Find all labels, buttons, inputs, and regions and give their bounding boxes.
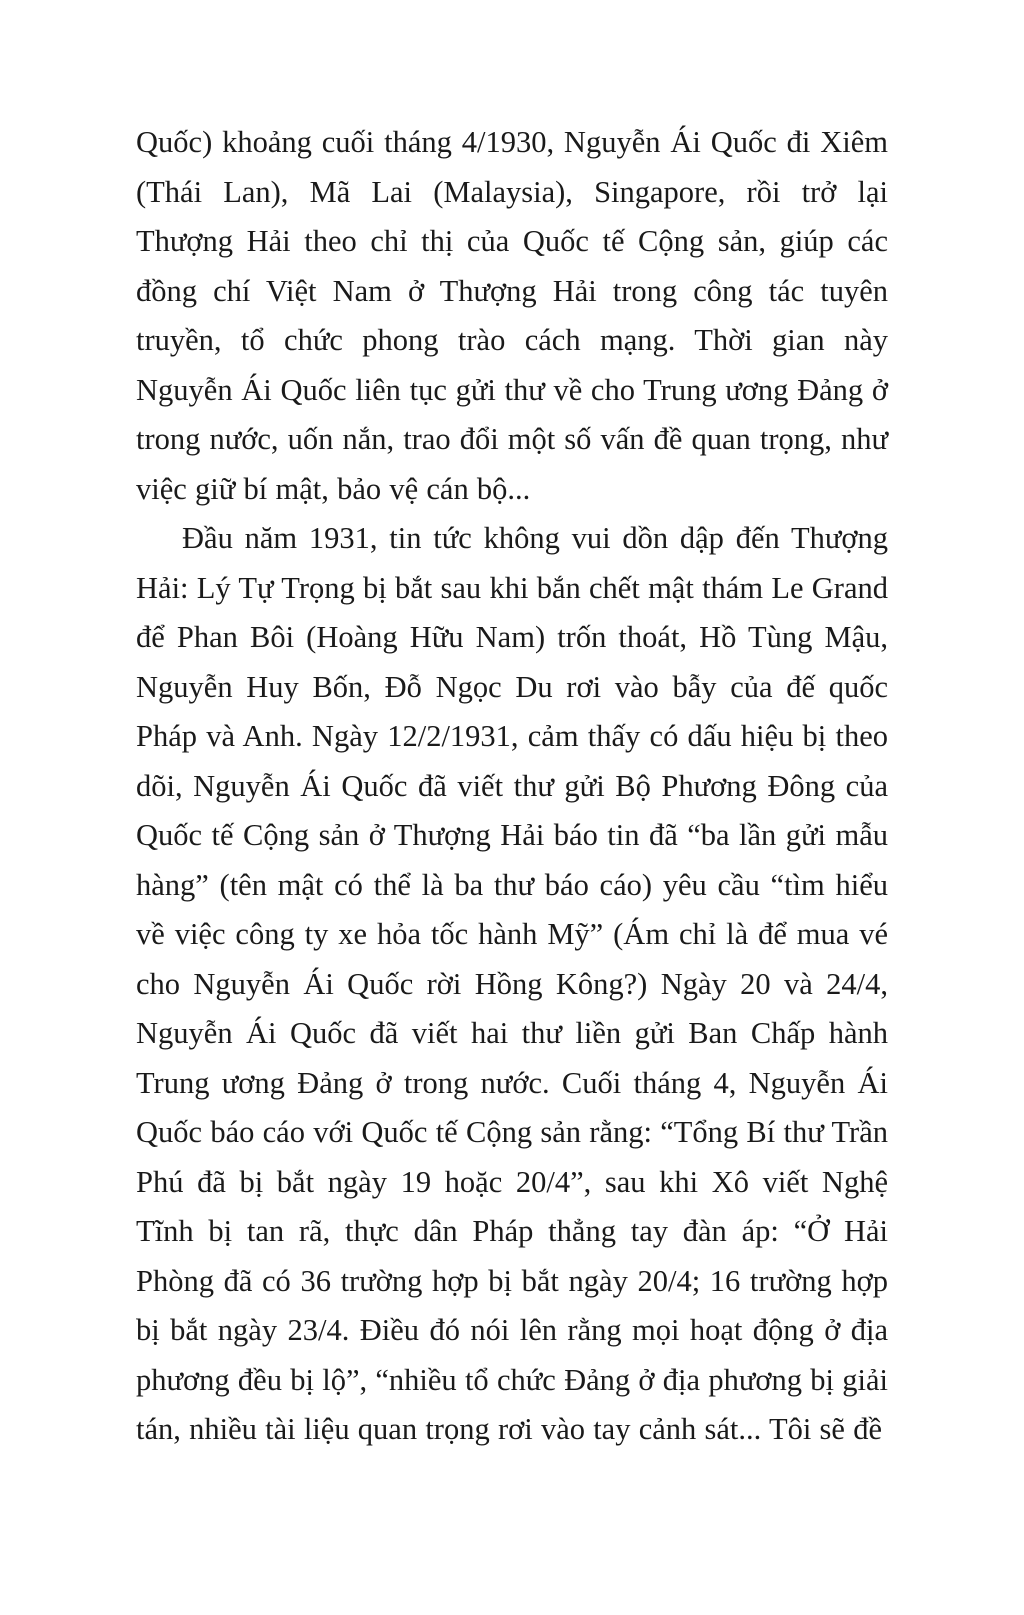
page-text-column (136, 118, 888, 1455)
paragraph-1: Quốc) khoảng cuối tháng 4/1930, Nguyễn Ái Quốc đi Xiêm (Thái Lan), Mã Lai (Malaysia), Singapore, rồi trở lại Thượng Hải theo chỉ thị của Quốc tế Cộng sản, giúp các đồng chí Việt Nam ở Thượng Hải trong công tác tuyên truyền, tổ chức phong trào cách mạng. Thời gian này Nguyễn Ái Quốc liên tục gửi thư về cho Trung ương Đảng ở trong nước, uốn nắn, trao đổi một số vấn đề quan trọng, như việc giữ bí mật, bảo vệ cán bộ... (136, 125, 888, 506)
paragraph-2: Đầu năm 1931, tin tức không vui dồn dập đến Thượng Hải: Lý Tự Trọng bị bắt sau khi bắn chết mật thám Le Grand để Phan Bôi (Hoàng Hữu Nam) trốn thoát, Hồ Tùng Mậu, Nguyễn Huy Bốn, Đỗ Ngọc Du rơi vào bẫy của đế quốc Pháp và Anh. Ngày 12/2/1931, cảm thấy có dấu hiệu bị theo dõi, Nguyễn Ái Quốc đã viết thư gửi Bộ Phương Đông của Quốc tế Cộng sản ở Thượng Hải báo tin đã “ba lần gửi mẫu hàng” (tên mật có thể là ba thư báo cáo) yêu cầu “tìm hiểu về việc công ty xe hỏa tốc hành Mỹ” (Ám chỉ là để mua vé cho Nguyễn Ái Quốc rời Hồng Kông?) Ngày 20 và 24/4, Nguyễn Ái Quốc đã viết hai thư liền gửi Ban Chấp hành Trung ương Đảng ở trong nước. Cuối tháng 4, Nguyễn Ái Quốc báo cáo với Quốc tế Cộng sản rằng: “Tổng Bí thư Trần Phú đã bị bắt ngày 19 hoặc 20/4”, sau khi Xô viết Nghệ Tĩnh bị tan rã, thực dân Pháp thẳng tay đàn áp: “Ở Hải Phòng đã có 36 trường hợp bị bắt ngày 20/4; 16 trường hợp bị bắt ngày 23/4. Điều đó nói lên rằng mọi hoạt động ở địa phương đều bị lộ”, “nhiều tổ chức Đảng ở địa phương bị giải tán, nhiều tài liệu quan trọng rơi vào tay cảnh sát... Tôi sẽ đề (136, 521, 888, 1446)
